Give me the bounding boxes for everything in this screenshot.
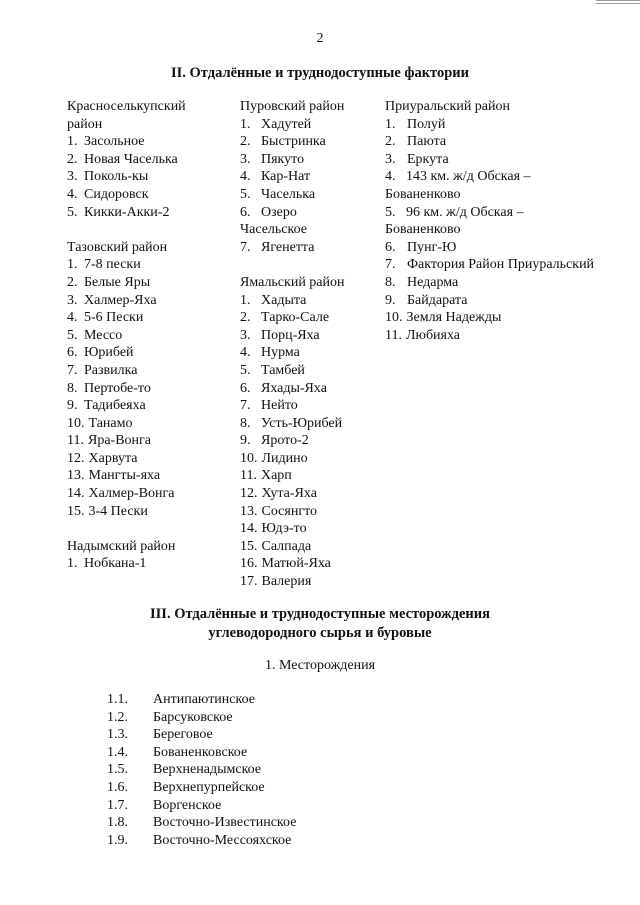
item-number: 1.4. — [107, 744, 128, 760]
factory-list — [385, 239, 625, 345]
item-text: Байдарата — [407, 292, 468, 308]
item-number: 3. — [240, 151, 251, 167]
factory-list — [240, 292, 380, 591]
list-item — [240, 133, 380, 151]
item-number: 2. — [385, 134, 396, 150]
item-text: Яхады-Яха — [261, 380, 327, 396]
item-number: 6. — [240, 380, 251, 396]
item-text: Быстринка — [261, 134, 326, 150]
item-number: 13. — [67, 468, 85, 484]
district-title: Пуровский район — [240, 99, 345, 114]
list-item — [107, 709, 296, 727]
item-text: Хадыта — [261, 292, 307, 308]
list-item — [67, 292, 232, 310]
item-text: Нурма — [261, 345, 300, 361]
list-item — [67, 380, 232, 398]
item-text: Юдэ-то — [261, 521, 307, 537]
item-number: 13. — [240, 503, 258, 519]
item-number: 7. — [385, 257, 396, 273]
list-item-cont: Бованенково — [385, 222, 461, 238]
item-number: 1. — [240, 292, 251, 308]
list-item — [240, 344, 380, 362]
list-item — [385, 133, 625, 151]
item-text: Мангты-яха — [88, 468, 161, 484]
list-item — [240, 467, 380, 485]
item-text: Засольное — [84, 134, 145, 150]
item-text: Пякуто — [261, 151, 305, 167]
list-item — [240, 309, 380, 327]
column-2 — [240, 98, 380, 591]
item-text: Паюта — [407, 134, 447, 150]
item-number: 11. — [385, 327, 402, 343]
item-number: 5. — [240, 186, 251, 202]
item-number: 5. — [67, 204, 78, 220]
taz-district — [67, 239, 232, 521]
item-number: 10. — [67, 415, 85, 431]
item-number: 4. — [240, 345, 251, 361]
item-number: 4. — [67, 186, 78, 202]
section-3-title-line: углеводородного сырья и буровые — [208, 625, 432, 641]
purov-district — [240, 98, 380, 256]
item-text: Салпада — [261, 538, 312, 554]
list-item — [240, 450, 380, 468]
item-text: Верхнепурпейское — [153, 779, 265, 795]
item-number: 14. — [240, 521, 258, 537]
scan-corner-mark — [596, 0, 640, 8]
item-text: Поколь-кы — [84, 169, 149, 185]
district-title: Надымский район — [67, 538, 176, 554]
item-text: Новая Часелька — [84, 151, 178, 167]
yamal-district — [240, 274, 380, 591]
item-number: 1.1. — [107, 692, 128, 707]
list-item — [67, 204, 232, 222]
list-item — [240, 362, 380, 380]
item-text: Пертобе-то — [84, 380, 151, 396]
item-text: Развилка — [84, 362, 138, 378]
item-text: Земля Надежды — [406, 310, 502, 326]
list-item: 5. 96 км. ж/д Обская – — [385, 204, 524, 220]
item-number: 1.5. — [107, 762, 128, 778]
item-number: 9. — [67, 398, 78, 414]
factory-list — [67, 133, 232, 221]
item-text: Часелька — [261, 186, 316, 202]
list-item — [67, 485, 232, 503]
item-text: Восточно-Мессояхское — [153, 832, 292, 848]
item-text: Валерия — [261, 574, 312, 590]
priural-district — [385, 98, 625, 344]
item-text: Тадибеяха — [84, 398, 146, 414]
list-item — [240, 485, 380, 503]
item-number: 7. — [240, 398, 251, 414]
item-number: 1.9. — [107, 832, 128, 848]
item-text: Халмер-Яха — [84, 292, 157, 308]
item-text: Барсуковское — [153, 709, 233, 725]
item-number: 11. — [67, 433, 84, 449]
list-item — [67, 415, 232, 433]
item-text: Мессо — [84, 327, 123, 343]
item-number: 6. — [67, 345, 78, 361]
list-item-cont: Часельское — [240, 222, 307, 238]
list-item — [385, 309, 625, 327]
list-item — [107, 761, 296, 779]
item-text: Недарма — [407, 274, 459, 290]
item-number: 15. — [67, 503, 85, 519]
krasnoselkup-district — [67, 98, 232, 221]
item-number: 5. — [240, 362, 251, 378]
item-number: 5. — [67, 327, 78, 343]
district-title: Ямальский район — [240, 274, 345, 290]
item-text: Еркута — [407, 151, 449, 167]
item-number: 3. — [67, 292, 78, 308]
list-item — [107, 814, 296, 832]
list-item — [107, 832, 296, 850]
list-item — [385, 239, 625, 257]
list-item: 4. 143 км. ж/д Обская – — [385, 169, 531, 185]
item-text: Любияха — [405, 327, 461, 343]
list-item — [107, 691, 296, 709]
list-item — [240, 292, 380, 310]
item-number: 10. — [385, 310, 403, 326]
list-item — [67, 327, 232, 345]
item-number: 15. — [240, 538, 258, 554]
item-number: 8. — [240, 415, 251, 431]
list-item — [67, 309, 232, 327]
item-text: Кар-Нат — [261, 169, 311, 185]
item-number: 1.2. — [107, 709, 128, 725]
item-text: Сидоровск — [84, 186, 149, 202]
list-item — [107, 797, 296, 815]
section-2-title: II. Отдалённые и труднодоступные фактории — [170, 65, 469, 81]
item-text: Бованенковское — [153, 744, 248, 760]
item-text: Антипаютинское — [153, 692, 255, 707]
column-3 — [385, 98, 625, 344]
list-item — [240, 204, 380, 222]
list-item — [240, 168, 380, 186]
item-text: Восточно-Известинское — [153, 815, 297, 831]
item-number: 7. — [67, 362, 78, 378]
factory-list — [67, 555, 232, 573]
item-text: Танамо — [88, 415, 133, 431]
list-item — [240, 573, 380, 591]
nadym-district — [67, 538, 232, 573]
item-text: Порц-Яха — [261, 327, 320, 343]
list-item — [107, 726, 296, 744]
section-3-title — [0, 605, 640, 643]
list-item — [240, 415, 380, 433]
list-item — [67, 503, 232, 521]
item-number: 1. — [67, 556, 78, 572]
item-number: 1. — [385, 116, 396, 132]
factory-list — [67, 256, 232, 520]
list-item — [240, 503, 380, 521]
column-1 — [67, 98, 232, 573]
item-text: Воргенское — [153, 797, 222, 813]
list-item — [67, 186, 232, 204]
deposits-subtitle: 1. Месторождения — [264, 658, 376, 673]
item-number: 12. — [67, 450, 85, 466]
item-text: Яра-Вонга — [87, 433, 151, 449]
item-number: 11. — [240, 468, 257, 484]
item-number: 6. — [240, 204, 251, 220]
item-text: Озеро — [261, 204, 297, 220]
list-item — [107, 779, 296, 797]
item-number: 6. — [385, 239, 396, 255]
section-3-title-line: III. Отдалённые и труднодоступные месторождения — [150, 606, 490, 622]
item-text: Верхненадымское — [153, 762, 262, 778]
item-text: Лидино — [261, 450, 308, 466]
item-number: 8. — [67, 380, 78, 396]
district-title-cont: район — [67, 116, 103, 132]
item-text: Усть-Юрибей — [261, 415, 343, 431]
district-title: Приуральский район — [385, 99, 511, 114]
item-text: Пунг-Ю — [407, 239, 457, 255]
list-item — [385, 292, 625, 310]
item-text: Ягенетта — [261, 239, 315, 255]
list-item — [240, 538, 380, 556]
district-title: Красноселькупский — [67, 99, 186, 114]
list-item-cont: Бованенково — [385, 186, 461, 202]
item-number: 8. — [385, 274, 396, 290]
item-number: 1. — [240, 116, 251, 132]
item-text: Юрибей — [84, 345, 134, 361]
item-number: 1.3. — [107, 727, 128, 743]
item-text: Белые Яры — [84, 274, 151, 290]
item-number: 9. — [240, 433, 251, 449]
item-number: 1.8. — [107, 815, 128, 831]
item-number: 9. — [385, 292, 396, 308]
list-item — [240, 186, 380, 204]
list-item — [240, 380, 380, 398]
item-text: Сосянгто — [261, 503, 318, 519]
item-number: 2. — [240, 310, 251, 326]
item-number: 2. — [67, 151, 78, 167]
item-text: Нобкана-1 — [84, 556, 147, 572]
item-number: 2. — [67, 274, 78, 290]
item-text: Харп — [260, 468, 292, 484]
list-item — [67, 133, 232, 151]
item-text: Тамбей — [261, 362, 305, 378]
list-item — [385, 274, 625, 292]
item-text: Хута-Яха — [261, 486, 317, 502]
item-number: 16. — [240, 556, 258, 572]
list-item — [67, 467, 232, 485]
item-text: Халмер-Вонга — [88, 486, 175, 502]
item-text: 5-6 Пески — [84, 310, 144, 326]
item-text: 3-4 Пески — [88, 503, 148, 519]
factory-list — [240, 116, 380, 204]
list-item — [385, 116, 625, 134]
item-number: 3. — [67, 169, 78, 185]
list-item — [240, 151, 380, 169]
list-item — [385, 327, 625, 345]
item-text: 7-8 пески — [84, 257, 141, 273]
list-item — [67, 344, 232, 362]
list-item — [67, 432, 232, 450]
list-item — [240, 555, 380, 573]
list-item — [67, 168, 232, 186]
list-item — [385, 151, 625, 169]
list-item — [240, 116, 380, 134]
factory-list — [385, 116, 625, 169]
item-number: 4. — [67, 310, 78, 326]
page-number: 2 — [316, 31, 324, 46]
list-item — [240, 432, 380, 450]
district-title: Тазовский район — [67, 239, 168, 255]
list-item — [240, 520, 380, 538]
item-number: 3. — [240, 327, 251, 343]
list-item — [67, 256, 232, 274]
list-item — [67, 151, 232, 169]
item-text: Тарко-Сале — [261, 310, 330, 326]
item-text: Береговое — [153, 727, 213, 743]
list-item — [240, 239, 380, 257]
list-item — [240, 397, 380, 415]
item-number: 12. — [240, 486, 258, 502]
list-item — [67, 555, 232, 573]
item-number: 7. — [240, 239, 251, 255]
item-text: Харвута — [88, 450, 138, 466]
item-text: Кикки-Акки-2 — [84, 204, 170, 220]
list-item — [240, 327, 380, 345]
item-text: Фактория Район Приуральский — [407, 257, 595, 273]
list-item — [67, 274, 232, 292]
item-number: 1.7. — [107, 797, 128, 813]
item-number: 3. — [385, 151, 396, 167]
item-number: 2. — [240, 134, 251, 150]
list-item — [67, 397, 232, 415]
item-number: 14. — [67, 486, 85, 502]
item-text: Хадутей — [261, 116, 312, 132]
list-item — [107, 744, 296, 762]
deposits-list — [107, 691, 296, 849]
item-number: 4. — [240, 169, 251, 185]
list-item — [67, 362, 232, 380]
item-number: 10. — [240, 450, 258, 466]
item-number: 1. — [67, 134, 78, 150]
item-text: Нейто — [261, 398, 298, 414]
item-number: 1.6. — [107, 779, 128, 795]
item-text: Полуй — [407, 116, 446, 132]
item-text: Матюй-Яха — [261, 556, 331, 572]
item-number: 17. — [240, 574, 258, 590]
list-item — [385, 256, 625, 274]
list-item — [67, 450, 232, 468]
item-text: Ярото-2 — [261, 433, 309, 449]
item-number: 1. — [67, 257, 78, 273]
